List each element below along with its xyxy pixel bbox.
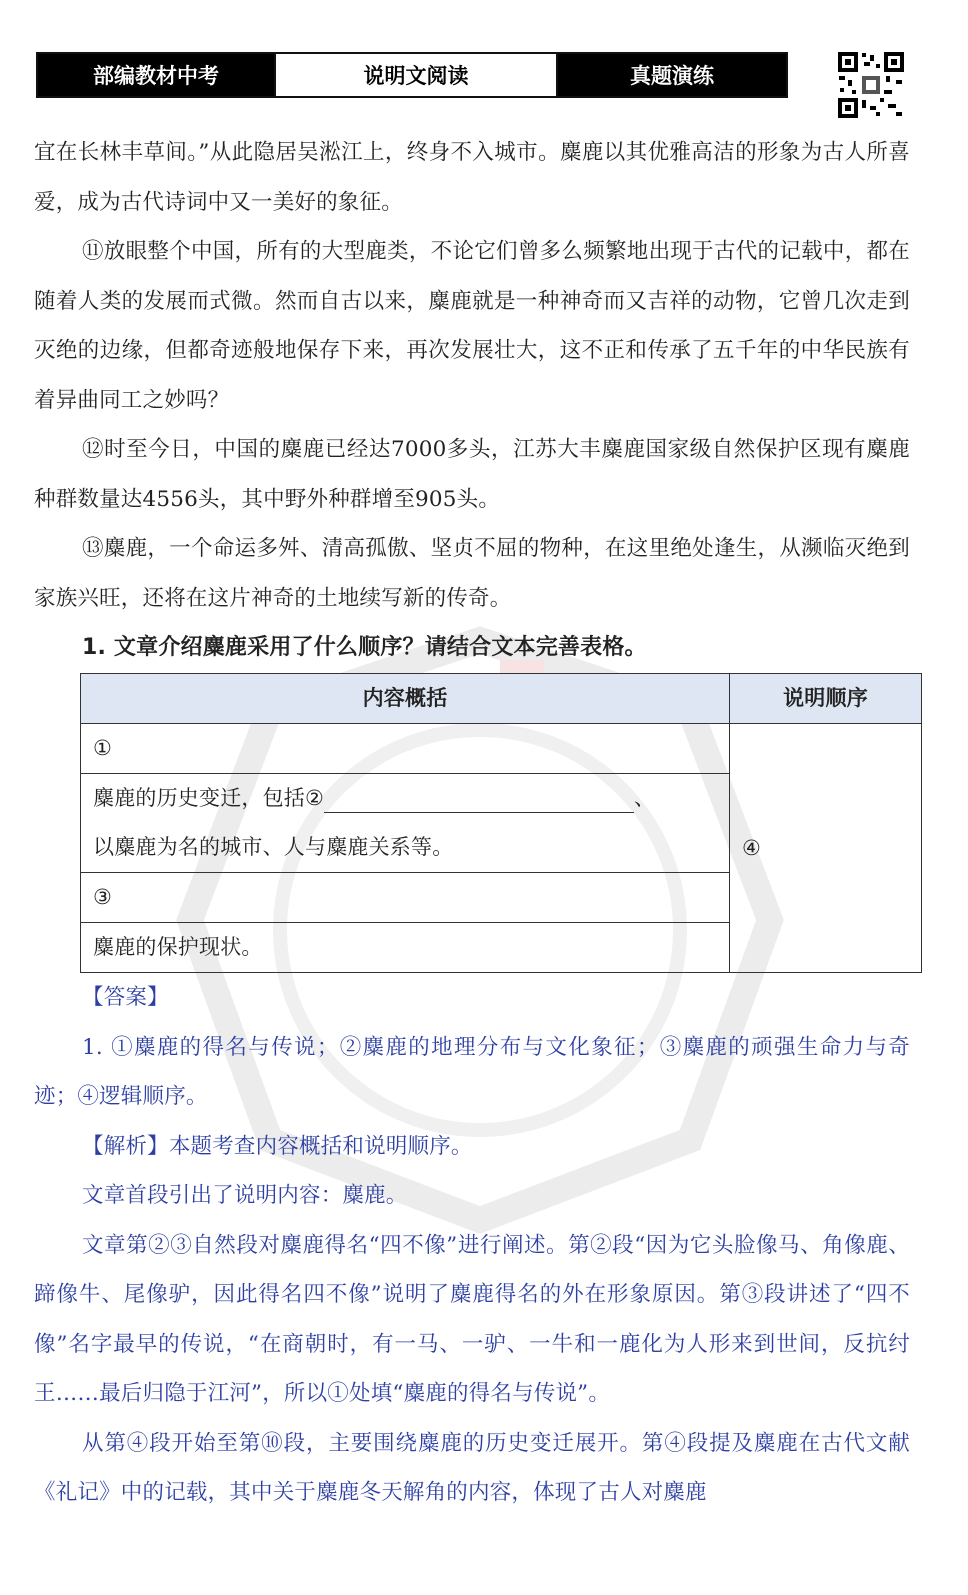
blank-line[interactable] — [324, 786, 634, 813]
header-center: 说明文阅读 — [274, 54, 558, 96]
header-bar — [36, 52, 788, 98]
analysis-tag: 【解析】 — [82, 1133, 169, 1159]
table-row-1: ① — [81, 724, 730, 774]
table-header-summary: 内容概括 — [81, 673, 730, 724]
table-order-cell: ④ — [730, 724, 922, 973]
paragraph-11: ⑪放眼整个中国，所有的大型鹿类，不论它们曾多么频繁地出现于古代的记载中，都在随着人类的发展而式微。然而自古以来，麋鹿就是一种神奇而又吉祥的动物，它曾几次走到灭绝的边缘，但都奇迹般地保存下来，再次发展壮大，这不正和传承了五千年的中华民族有着异曲同工之妙吗？ — [34, 239, 910, 413]
table-row-3: ③ — [81, 873, 730, 923]
table-header-order: 说明顺序 — [730, 673, 922, 724]
analysis-1: 文章首段引出了说明内容：麋鹿。 — [82, 1183, 408, 1208]
analysis-intro: 本题考查内容概括和说明顺序。 — [168, 1133, 473, 1159]
answer-table — [80, 673, 922, 974]
table-row-4: 麋鹿的保护现状。 — [81, 923, 730, 973]
answer-text: 1. ①麋鹿的得名与传说；②麋鹿的地理分布与文化象征；③麋鹿的顽强生命力与奇迹；④逻辑顺序。 — [34, 1034, 910, 1109]
analysis-2: 文章第②③自然段对麋鹿得名“四不像”进行阐述。第②段“因为它头脸像马、角像鹿、蹄像牛、尾像驴，因此得名四不像”说明了麋鹿得名的外在形象原因。第③段讲述了“四不像”名字最早的传说，“在商朝时，有一马、一驴、一牛和一鹿化为人形来到世间，反抗纣王……最后归隐于江河”，所以①处填“麋鹿的得名与传说”。 — [34, 1232, 910, 1406]
qr-code-icon — [836, 50, 906, 120]
article-content — [34, 128, 910, 1518]
analysis-intro-line — [34, 1122, 910, 1172]
analysis-3: 从第④段开始至第⑩段，主要围绕麋鹿的历史变迁展开。第④段提及麋鹿在古代文献《礼记》中的记载，其中关于麋鹿冬天解角的内容，体现了古人对麋鹿 — [34, 1430, 910, 1505]
table-row-2b: 以麋鹿为名的城市、人与麋鹿关系等。 — [81, 823, 730, 873]
paragraph-continued: 宜在长林丰草间。”从此隐居吴淞江上，终身不入城市。麋鹿以其优雅高洁的形象为古人所喜爱，成为古代诗词中又一美好的象征。 — [34, 140, 910, 215]
table-row-2a — [81, 774, 730, 824]
paragraph-12: ⑫时至今日，中国的麋鹿已经达7000多头，江苏大丰麋鹿国家级自然保护区现有麋鹿种群数量达4556头，其中野外种群增至905头。 — [34, 437, 910, 512]
question-1: 1. 文章介绍麋鹿采用了什么顺序？请结合文本完善表格。 — [82, 635, 647, 660]
answer-tag: 【答案】 — [82, 985, 169, 1010]
header-left: 部编教材中考 — [38, 54, 274, 96]
paragraph-13: ⑬麋鹿，一个命运多舛、清高孤傲、坚贞不屈的物种，在这里绝处逢生，从濒临灭绝到家族兴旺，还将在这片神奇的土地续写新的传奇。 — [34, 536, 910, 611]
row-2-text: 麋鹿的历史变迁，包括② — [93, 786, 325, 810]
header-right: 真题演练 — [558, 54, 786, 96]
row-2-comma: 、 — [634, 786, 656, 810]
